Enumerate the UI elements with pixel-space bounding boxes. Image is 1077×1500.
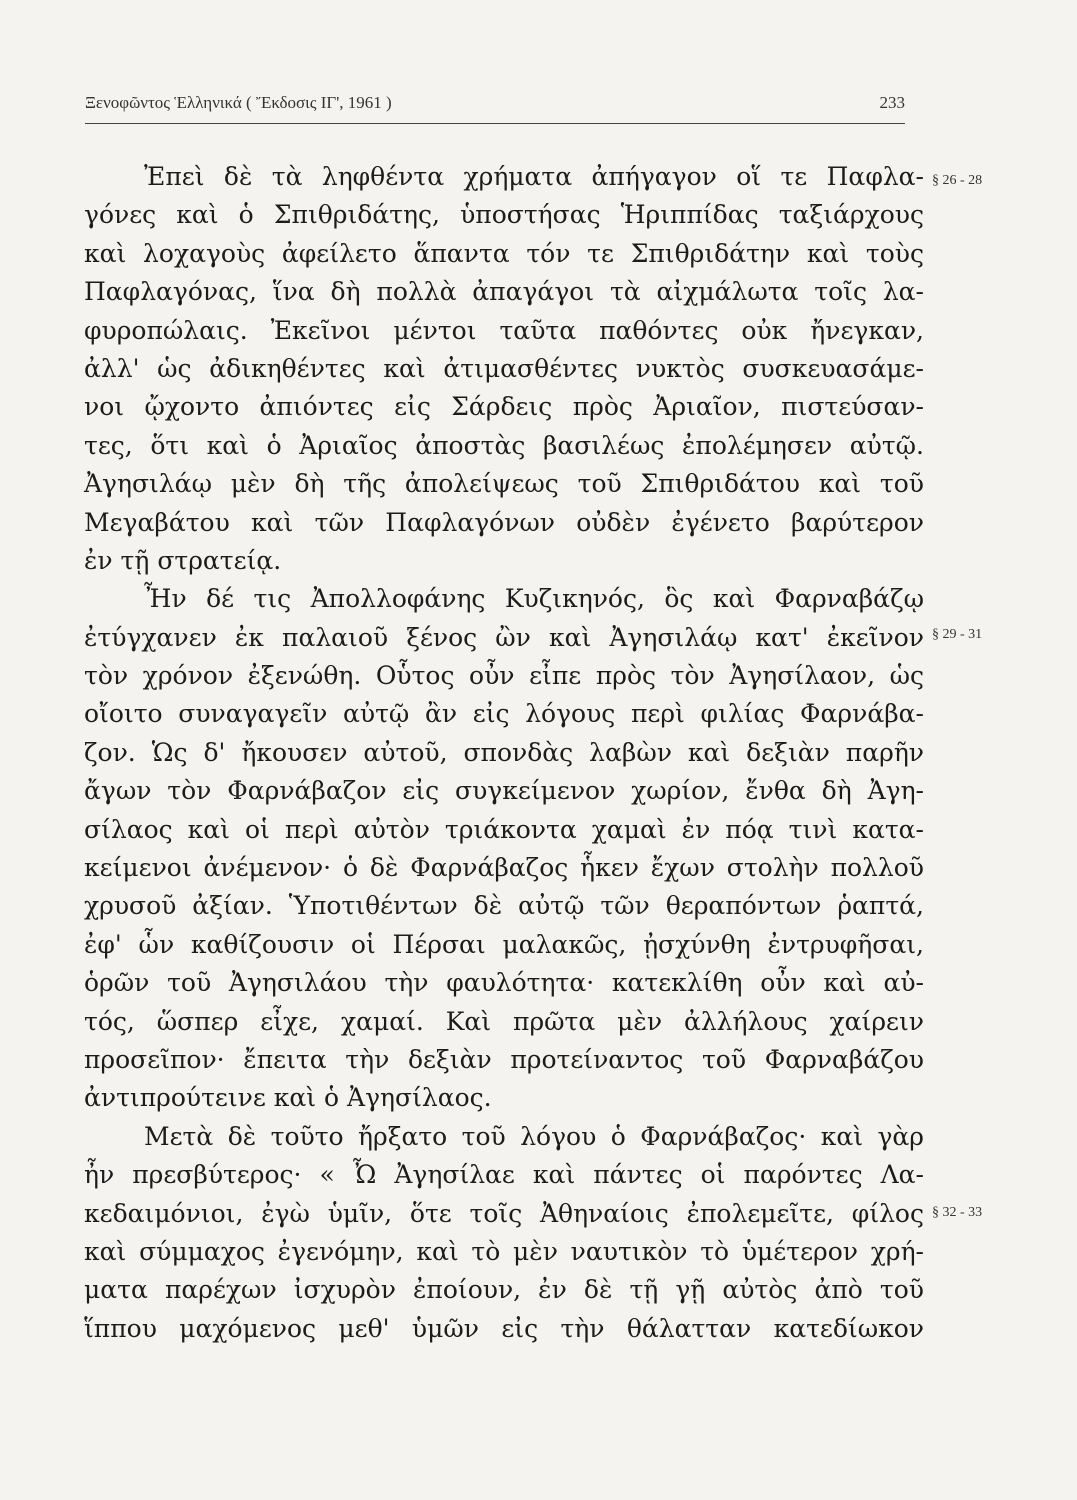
text-line: προσεῖπον· ἔπειτα τὴν δεξιὰν προτείναντος τοῦ Φαρναβάζου [84, 1044, 924, 1074]
text-line: Μεγαβάτου καὶ τῶν Παφλαγόνων οὐδὲν ἐγένετο βαρύτερον [84, 507, 924, 537]
running-head-title: Ξενοφῶντος Ἑλληνικά ( Ἔκδοσις ΙΓ', 1961 ) [85, 93, 392, 112]
margin-reference: § 29 - 31 [932, 627, 983, 642]
text-line: καὶ λοχαγοὺς ἀφείλετο ἅπαντα τόν τε Σπιθριδάτην καὶ τοὺς [84, 238, 924, 268]
text-line: χρυσοῦ ἀξίαν. Ὑποτιθέντων δὲ αὐτῷ τῶν θεραπόντων ῥαπτά, [84, 891, 924, 921]
text-line: φυροπώλαις. Ἐκεῖνοι μέντοι ταῦτα παθόντες οὐκ ἤνεγκαν, [84, 315, 924, 345]
text-line: ἀλλ' ὡς ἀδικηθέντες καὶ ἀτιμασθέντες νυκτὸς συσκευασάμε- [84, 353, 924, 383]
text-line: Ἀγησιλάῳ μὲν δὴ τῆς ἀπολείψεως τοῦ Σπιθριδάτου καὶ τοῦ [84, 469, 924, 499]
text-line: ἐτύγχανεν ἐκ παλαιοῦ ξένος ὢν καὶ Ἀγησιλάῳ κατ' ἐκεῖνον [84, 622, 924, 652]
text-line: νοι ᾤχοντο ἀπιόντες εἰς Σάρδεις πρὸς Ἀριαῖον, πιστεύσαν- [84, 392, 924, 422]
text-line: ἄγων τὸν Φαρνάβαζον εἰς συγκείμενον χωρίον, ἔνθα δὴ Ἀγη- [84, 776, 924, 806]
text-line: ἀντιπρούτεινε καὶ ὁ Ἀγησίλαος. [84, 1083, 492, 1113]
text-line: τὸν χρόνον ἐξενώθη. Οὗτος οὖν εἶπε πρὸς τὸν Ἀγησίλαον, ὡς [84, 661, 924, 691]
text-line: ἐν τῇ στρατείᾳ. [84, 545, 282, 575]
text-line: ἦν πρεσβύτερος· « Ὦ Ἀγησίλαε καὶ πάντες οἱ παρόντες Λα- [84, 1160, 924, 1190]
text-line: Ἐπεὶ δὲ τὰ ληφθέντα χρήματα ἀπήγαγον οἵ τε Παφλα- [144, 162, 924, 191]
text-line: ὁρῶν τοῦ Ἀγησιλάου τὴν φαυλότητα· κατεκλίθη οὖν καὶ αὐ- [84, 968, 924, 998]
text-line: οἴοιτο συναγαγεῖν αὐτῷ ἂν εἰς λόγους περὶ φιλίας Φαρνάβα- [84, 699, 924, 729]
text-line: Μετὰ δὲ τοῦτο ἤρξατο τοῦ λόγου ὁ Φαρνάβαζος· καὶ γὰρ [144, 1121, 924, 1151]
margin-reference: § 32 - 33 [932, 1205, 983, 1220]
text-line: τός, ὥσπερ εἶχε, χαμαί. Καὶ πρῶτα μὲν ἀλλήλους χαίρειν [84, 1006, 924, 1036]
text-line: ἐφ' ὧν καθίζουσιν οἱ Πέρσαι μαλακῶς, ᾐσχύνθη ἐντρυφῆσαι, [84, 929, 924, 959]
text-line: ἵππου μαχόμενος μεθ' ὑμῶν εἰς τὴν θάλατταν κατεδίωκον [84, 1313, 924, 1343]
text-line: κείμενοι ἀνέμενον· ὁ δὲ Φαρνάβαζος ἧκεν ἔχων στολὴν πολλοῦ [84, 853, 924, 883]
text-line: τες, ὅτι καὶ ὁ Ἀριαῖος ἀποστὰς βασιλέως ἐπολέμησεν αὐτῷ. [84, 430, 924, 460]
page-number: 233 [879, 93, 905, 112]
text-line: γόνες καὶ ὁ Σπιθριδάτης, ὑποστήσας Ἡριππίδας ταξιάρχους [84, 200, 924, 230]
text-line: σίλαος καὶ οἱ περὶ αὐτὸν τριάκοντα χαμαὶ ἐν πόᾳ τινὶ κατα- [84, 814, 924, 844]
text-line: Ἦν δέ τις Ἀπολλοφάνης Κυζικηνός, ὃς καὶ Φαρναβάζῳ [144, 584, 924, 614]
header-rule [85, 123, 905, 124]
text-line: ματα παρέχων ἰσχυρὸν ἐποίουν, ἐν δὲ τῇ γῇ αὐτὸς ἀπὸ τοῦ [84, 1275, 924, 1305]
running-head [85, 93, 905, 119]
text-line: Παφλαγόνας, ἵνα δὴ πολλὰ ἀπαγάγοι τὰ αἰχμάλωτα τοῖς λα- [84, 277, 924, 307]
margin-reference: § 26 - 28 [932, 173, 983, 188]
text-line: ζον. Ὡς δ' ἤκουσεν αὐτοῦ, σπονδὰς λαβὼν καὶ δεξιὰν παρῆν [84, 737, 924, 767]
text-line: κεδαιμόνιοι, ἐγὼ ὑμῖν, ὅτε τοῖς Ἀθηναίοις ἐπολεμεῖτε, φίλος [84, 1198, 924, 1228]
body-text [84, 158, 924, 1348]
text-line: καὶ σύμμαχος ἐγενόμην, καὶ τὸ μὲν ναυτικὸν τὸ ὑμέτερον χρή- [84, 1236, 924, 1266]
